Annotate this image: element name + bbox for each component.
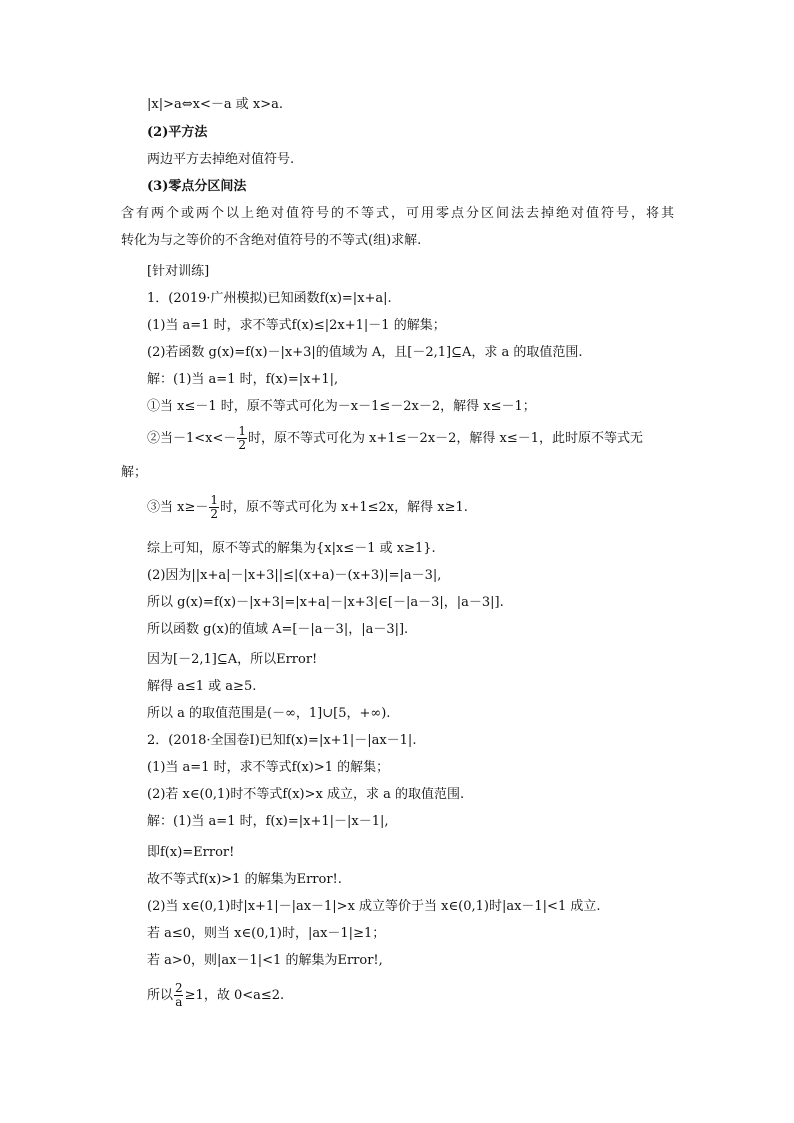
solution-line: (2)当 x∈(0,1)时|x+1|－|ax－1|>x 成立等价于当 x∈(0,1)时|ax－1|<1 成立.: [147, 899, 601, 914]
fraction-denominator: a: [175, 995, 183, 1009]
solution-line: 综上可知，原不等式的解集为{x|x≤－1 或 x≥1}.: [147, 541, 436, 556]
fraction: [174, 982, 184, 1009]
fraction-denominator: 2: [238, 438, 247, 452]
solution-line: 故不等式f(x)>1 的解集为Error!.: [147, 872, 342, 887]
problem-part: (1)当 a=1 时，求不等式f(x)>1 的解集；: [147, 760, 390, 775]
solution-line-with-fraction: [147, 494, 674, 521]
fraction-numerator: 1: [210, 493, 218, 507]
solution-line: 所以 a 的取值范围是(－∞，1]∪[5，+∞).: [147, 706, 391, 721]
problem-part: (2)若 x∈(0,1)时不等式f(x)>x 成立，求 a 的取值范围.: [147, 787, 465, 802]
text-line: |x|>a⇔x<－a 或 x>a.: [147, 97, 283, 112]
fraction: [209, 494, 219, 521]
section-heading: (2)平方法: [147, 125, 208, 140]
problem-part: (2)若函数 g(x)=f(x)－|x+3|的值域为 A，且[－2,1]⊆A，求 a 的取值范围.: [147, 345, 583, 360]
problem-title: 1．(2019·广州模拟)已知函数f(x)=|x+a|.: [147, 291, 392, 306]
solution-line-with-fraction: [147, 982, 674, 1009]
solution-line: (2)因为||x+a|－|x+3||≤|(x+a)－(x+3)|=|a－3|,: [147, 568, 442, 583]
problem-title: 2．(2018·全国卷Ⅰ)已知f(x)=|x+1|－|ax－1|.: [147, 733, 417, 748]
solution-line-with-fraction: [147, 425, 674, 452]
solution-line: 即f(x)=Error!: [147, 845, 235, 860]
solution-line: 解：(1)当 a=1 时，f(x)=|x+1|,: [147, 372, 339, 387]
text-segment: 时，原不等式可化为 x+1≤－2x－2，解得 x≤－1，此时原不等式无: [248, 430, 644, 446]
solution-line: 解：(1)当 a=1 时，f(x)=|x+1|－|x－1|,: [147, 814, 389, 829]
solution-line: 解得 a≤1 或 a≥5.: [147, 679, 257, 694]
solution-line: 若 a>0，则|ax－1|<1 的解集为Error!,: [147, 953, 383, 968]
text-segment: 时，原不等式可化为 x+1≤2x，解得 x≥1.: [220, 499, 468, 515]
text-line: 转化为与之等价的不含绝对值符号的不等式(组)求解.: [121, 233, 422, 248]
text-line: 含有两个或两个以上绝对值符号的不等式，可用零点分区间法去掉绝对值符号，将其: [121, 206, 674, 221]
solution-line: 因为[－2,1]⊆A，所以Error!: [147, 652, 318, 667]
text-segment: ②当－1<x<－: [147, 430, 237, 446]
section-heading: (3)零点分区间法: [147, 179, 247, 194]
solution-line: 所以函数 g(x)的值域 A=[－|a－3|，|a－3|].: [147, 622, 409, 637]
text-segment: ③当 x≥－: [147, 499, 209, 515]
text-line: 解；: [121, 465, 148, 480]
solution-line: 若 a≤0，则当 x∈(0,1)时，|ax－1|≥1；: [147, 926, 386, 941]
text-line: 两边平方去掉绝对值符号.: [147, 152, 295, 167]
section-label: [针对训练]: [147, 264, 210, 279]
text-segment: ≥1，故 0<a≤2.: [184, 987, 285, 1003]
fraction: [237, 425, 247, 452]
fraction-numerator: 1: [238, 424, 247, 438]
solution-line: 所以 g(x)=f(x)－|x+3|=|x+a|－|x+3|∈[－|a－3|，|a－3|].: [147, 595, 504, 610]
fraction-numerator: 2: [175, 981, 183, 995]
fraction-denominator: 2: [210, 507, 218, 521]
text-segment: 所以: [147, 987, 174, 1003]
problem-part: (1)当 a=1 时，求不等式f(x)≤|2x+1|－1 的解集；: [147, 318, 446, 333]
solution-line: ①当 x≤－1 时，原不等式可化为－x－1≤－2x－2，解得 x≤－1；: [147, 399, 536, 414]
